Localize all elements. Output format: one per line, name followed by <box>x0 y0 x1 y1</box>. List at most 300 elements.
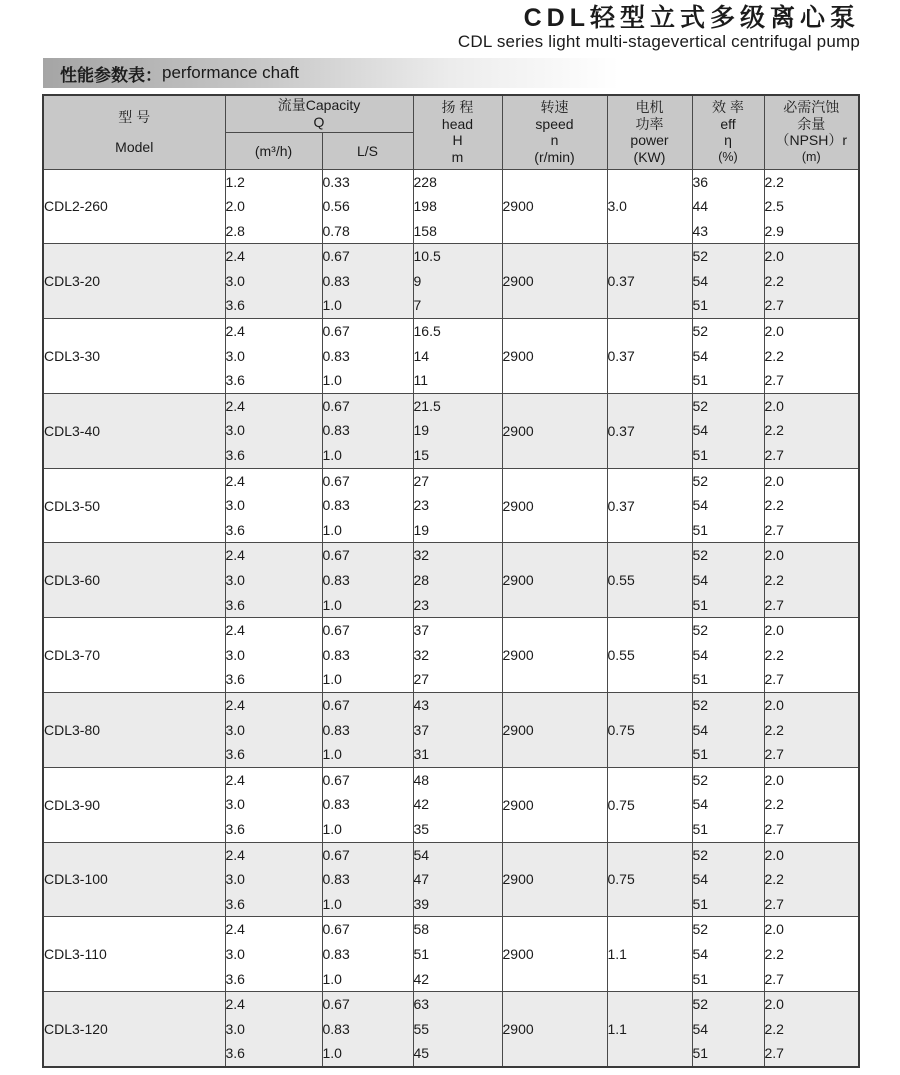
capacity-m3h-value: 3.6 <box>225 970 245 987</box>
capacity-ls-cell <box>322 393 413 468</box>
pump-model-group-row <box>43 917 859 992</box>
power-cell: 0.37 <box>607 393 692 468</box>
capacity-m3h-value: 3.6 <box>225 671 245 688</box>
capacity-m3h-value: 3.6 <box>225 820 245 837</box>
eff-value: 54 <box>692 796 709 813</box>
power-cell: 1.1 <box>607 992 692 1067</box>
npsh-value: 2.7 <box>764 1045 784 1062</box>
npsh-cell <box>764 992 859 1067</box>
header-head-en: head <box>441 115 474 132</box>
capacity-m3h-value: 3.6 <box>225 596 245 613</box>
capacity-ls-value: 0.83 <box>322 1020 350 1037</box>
capacity-ls-value: 0.83 <box>322 796 350 813</box>
capacity-m3h-cell <box>225 917 322 992</box>
header-eff-en: eff <box>720 115 736 132</box>
capacity-m3h-value: 3.0 <box>225 272 245 289</box>
capacity-m3h-value: 3.0 <box>225 572 245 588</box>
speed-cell: 2900 <box>502 244 607 319</box>
model-cell: CDL3-120 <box>43 992 225 1067</box>
speed-cell: 2900 <box>502 169 607 244</box>
npsh-value: 2.7 <box>764 671 784 688</box>
header-npsh <box>764 95 859 169</box>
pump-model-group-row <box>43 393 859 468</box>
header-power-unit: (KW) <box>633 148 666 165</box>
npsh-value: 2.0 <box>764 921 784 938</box>
npsh-value: 2.2 <box>764 945 784 962</box>
eff-value: 51 <box>692 297 709 314</box>
capacity-m3h-cell <box>225 468 322 543</box>
header-eff <box>692 95 764 169</box>
header-speed <box>502 95 607 169</box>
section-header <box>43 58 643 88</box>
head-value: 7 <box>413 297 422 314</box>
eff-value: 44 <box>692 198 709 215</box>
power-cell: 0.37 <box>607 468 692 543</box>
header-capacity-symbol: Q <box>313 113 325 130</box>
npsh-cell <box>764 842 859 917</box>
npsh-value: 2.0 <box>764 996 784 1013</box>
capacity-ls-cell <box>322 543 413 618</box>
eff-value: 52 <box>692 696 709 713</box>
head-value: 63 <box>413 996 430 1013</box>
capacity-m3h-cell <box>225 692 322 767</box>
head-value: 32 <box>413 646 430 663</box>
head-value: 27 <box>413 671 430 688</box>
section-label-cn: 性能参数表： <box>60 65 162 85</box>
npsh-value: 2.9 <box>764 222 784 239</box>
capacity-ls-value: 0.83 <box>322 871 350 888</box>
performance-table-body <box>43 169 859 1067</box>
capacity-ls-value: 0.67 <box>322 921 350 938</box>
capacity-m3h-value: 3.0 <box>225 646 245 663</box>
header-power-en: power <box>630 132 669 149</box>
npsh-value: 2.0 <box>764 696 784 713</box>
capacity-ls-cell <box>322 842 413 917</box>
npsh-value: 2.0 <box>764 397 784 414</box>
head-cell <box>413 842 502 917</box>
header-eff-cn: 效 率 <box>712 99 744 116</box>
model-cell: CDL2-260 <box>43 169 225 244</box>
header-eff-unit: (%) <box>718 149 738 164</box>
power-cell: 0.75 <box>607 767 692 842</box>
eff-cell <box>692 842 764 917</box>
capacity-ls-value: 0.67 <box>322 472 350 489</box>
capacity-m3h-value: 3.0 <box>225 347 245 364</box>
npsh-value: 2.7 <box>764 970 784 987</box>
eff-value: 54 <box>692 721 709 738</box>
eff-cell <box>692 468 764 543</box>
eff-cell <box>692 767 764 842</box>
eff-value: 52 <box>692 472 709 489</box>
model-cell: CDL3-100 <box>43 842 225 917</box>
npsh-cell <box>764 468 859 543</box>
performance-table <box>42 94 860 1068</box>
head-value: 37 <box>413 622 430 639</box>
capacity-m3h-value: 3.6 <box>225 297 245 314</box>
eff-cell <box>692 992 764 1067</box>
capacity-ls-cell <box>322 917 413 992</box>
npsh-cell <box>764 618 859 693</box>
speed-cell: 2900 <box>502 842 607 917</box>
npsh-value: 2.0 <box>764 771 784 788</box>
capacity-m3h-value: 2.4 <box>225 397 245 414</box>
pump-model-group-row <box>43 169 859 244</box>
pump-model-group-row <box>43 992 859 1067</box>
capacity-m3h-value: 3.6 <box>225 372 245 389</box>
pump-model-group-row <box>43 319 859 394</box>
pump-model-group-row <box>43 468 859 543</box>
npsh-value: 2.2 <box>764 272 784 289</box>
eff-value: 52 <box>692 622 709 639</box>
capacity-m3h-value: 2.4 <box>225 547 245 564</box>
header-npsh-cn2: 余量 <box>797 115 826 132</box>
npsh-value: 2.7 <box>764 297 784 314</box>
model-cell: CDL3-70 <box>43 618 225 693</box>
npsh-value: 2.2 <box>764 721 784 738</box>
eff-value: 54 <box>692 572 709 588</box>
capacity-ls-value: 0.56 <box>322 198 350 215</box>
capacity-m3h-cell <box>225 244 322 319</box>
capacity-ls-value: 1.0 <box>322 297 342 314</box>
head-value: 11 <box>413 372 429 389</box>
npsh-value: 2.7 <box>764 895 784 912</box>
capacity-m3h-value: 2.4 <box>225 846 245 863</box>
capacity-m3h-value: 2.4 <box>225 771 245 788</box>
head-value: 10.5 <box>413 248 441 265</box>
eff-cell <box>692 393 764 468</box>
capacity-ls-value: 0.67 <box>322 323 350 340</box>
capacity-m3h-cell <box>225 319 322 394</box>
header-speed-en: speed <box>535 115 574 132</box>
eff-cell <box>692 543 764 618</box>
head-value: 23 <box>413 596 430 613</box>
head-value: 228 <box>413 173 437 190</box>
capacity-m3h-value: 2.4 <box>225 248 245 265</box>
power-cell: 1.1 <box>607 917 692 992</box>
head-cell <box>413 393 502 468</box>
capacity-ls-value: 1.0 <box>322 746 342 763</box>
capacity-ls-value: 0.67 <box>322 996 350 1013</box>
capacity-m3h-value: 3.0 <box>225 422 245 439</box>
power-cell: 3.0 <box>607 169 692 244</box>
eff-value: 54 <box>692 347 709 364</box>
header-head-symbol: H <box>452 132 463 149</box>
head-value: 19 <box>413 521 430 538</box>
capacity-ls-value: 1.0 <box>322 521 342 538</box>
npsh-value: 2.2 <box>764 422 784 439</box>
header-model <box>43 95 225 169</box>
npsh-cell <box>764 692 859 767</box>
eff-value: 54 <box>692 422 709 439</box>
head-value: 28 <box>413 572 430 588</box>
header-head-unit: m <box>451 148 464 165</box>
head-value: 51 <box>413 945 430 962</box>
capacity-ls-cell <box>322 468 413 543</box>
npsh-cell <box>764 244 859 319</box>
capacity-m3h-cell <box>225 842 322 917</box>
npsh-value: 2.7 <box>764 746 784 763</box>
npsh-value: 2.0 <box>764 323 784 340</box>
speed-cell: 2900 <box>502 992 607 1067</box>
eff-value: 51 <box>692 447 709 464</box>
capacity-ls-cell <box>322 992 413 1067</box>
capacity-m3h-cell <box>225 618 322 693</box>
head-cell <box>413 692 502 767</box>
capacity-ls-value: 1.0 <box>322 671 342 688</box>
capacity-m3h-value: 2.4 <box>225 472 245 489</box>
npsh-value: 2.2 <box>764 1020 784 1037</box>
section-label-en: performance chaft <box>162 63 300 82</box>
head-value: 32 <box>413 547 430 564</box>
power-cell: 0.37 <box>607 319 692 394</box>
npsh-value: 2.2 <box>764 871 784 888</box>
capacity-m3h-value: 2.4 <box>225 921 245 938</box>
capacity-ls-value: 1.0 <box>322 372 342 389</box>
npsh-value: 2.7 <box>764 521 784 538</box>
model-cell: CDL3-110 <box>43 917 225 992</box>
npsh-cell <box>764 767 859 842</box>
header-capacity-m3h: (m³/h) <box>225 132 322 169</box>
eff-value: 54 <box>692 871 709 888</box>
eff-cell <box>692 692 764 767</box>
header-capacity-ls: L/S <box>322 132 413 169</box>
capacity-ls-value: 1.0 <box>322 970 342 987</box>
eff-value: 52 <box>692 846 709 863</box>
eff-value: 51 <box>692 1045 709 1062</box>
capacity-ls-value: 0.67 <box>322 622 350 639</box>
capacity-ls-value: 0.83 <box>322 945 350 962</box>
capacity-m3h-value: 2.4 <box>225 696 245 713</box>
model-cell: CDL3-80 <box>43 692 225 767</box>
head-value: 16.5 <box>413 323 441 340</box>
pump-model-group-row <box>43 692 859 767</box>
header-npsh-cn1: 必需汽蚀 <box>783 99 840 116</box>
speed-cell: 2900 <box>502 692 607 767</box>
npsh-cell <box>764 917 859 992</box>
capacity-m3h-value: 3.6 <box>225 447 245 464</box>
capacity-ls-cell <box>322 618 413 693</box>
power-cell: 0.55 <box>607 543 692 618</box>
head-value: 54 <box>413 846 430 863</box>
head-value: 9 <box>413 272 422 289</box>
npsh-value: 2.2 <box>764 796 784 813</box>
capacity-ls-value: 0.83 <box>322 272 350 289</box>
capacity-ls-value: 0.67 <box>322 248 350 265</box>
head-value: 198 <box>413 198 437 215</box>
header-speed-unit: (r/min) <box>534 148 575 165</box>
header-power-cn2: 功率 <box>635 115 664 132</box>
capacity-ls-cell <box>322 244 413 319</box>
head-value: 58 <box>413 921 430 938</box>
capacity-ls-value: 0.67 <box>322 771 350 788</box>
head-value: 43 <box>413 696 430 713</box>
header-power <box>607 95 692 169</box>
eff-value: 51 <box>692 372 709 389</box>
capacity-m3h-cell <box>225 393 322 468</box>
pump-model-group-row <box>43 618 859 693</box>
capacity-ls-value: 0.83 <box>322 572 350 588</box>
model-cell: CDL3-50 <box>43 468 225 543</box>
eff-value: 52 <box>692 771 709 788</box>
npsh-value: 2.2 <box>764 173 784 190</box>
npsh-cell <box>764 543 859 618</box>
npsh-value: 2.7 <box>764 447 784 464</box>
header-head <box>413 95 502 169</box>
npsh-value: 2.5 <box>764 198 784 215</box>
npsh-value: 2.2 <box>764 347 784 364</box>
speed-cell: 2900 <box>502 767 607 842</box>
eff-cell <box>692 917 764 992</box>
header-npsh-unit: (m) <box>801 149 821 164</box>
head-cell <box>413 618 502 693</box>
head-value: 42 <box>413 796 430 813</box>
eff-value: 54 <box>692 497 709 514</box>
npsh-value: 2.7 <box>764 596 784 613</box>
eff-value: 51 <box>692 671 709 688</box>
npsh-value: 2.7 <box>764 372 784 389</box>
head-value: 158 <box>413 222 437 239</box>
eff-value: 54 <box>692 945 709 962</box>
header-model-cn: 型 号 <box>118 109 151 126</box>
npsh-value: 2.2 <box>764 497 784 514</box>
eff-value: 51 <box>692 521 709 538</box>
header-capacity <box>225 95 413 132</box>
capacity-m3h-value: 3.6 <box>225 895 245 912</box>
head-value: 48 <box>413 771 430 788</box>
head-cell <box>413 543 502 618</box>
capacity-ls-value: 1.0 <box>322 596 342 613</box>
power-cell: 0.75 <box>607 842 692 917</box>
speed-cell: 2900 <box>502 393 607 468</box>
head-value: 23 <box>413 497 430 514</box>
npsh-value: 2.0 <box>764 472 784 489</box>
npsh-value: 2.7 <box>764 820 784 837</box>
capacity-ls-value: 0.67 <box>322 397 350 414</box>
capacity-ls-value: 0.83 <box>322 347 350 364</box>
capacity-m3h-value: 2.8 <box>225 222 245 239</box>
power-cell: 0.37 <box>607 244 692 319</box>
capacity-m3h-value: 3.0 <box>225 721 245 738</box>
page-subtitle: CDL series light multi-stagevertical centrifugal pump <box>457 32 860 51</box>
capacity-ls-value: 0.83 <box>322 721 350 738</box>
head-value: 31 <box>413 746 430 763</box>
header-power-cn1: 电机 <box>635 99 664 116</box>
page-title: CDL轻型立式多级离心泵 <box>523 4 860 32</box>
model-cell: CDL3-20 <box>43 244 225 319</box>
head-cell <box>413 917 502 992</box>
capacity-m3h-value: 3.0 <box>225 945 245 962</box>
head-value: 45 <box>413 1045 430 1062</box>
eff-value: 51 <box>692 746 709 763</box>
npsh-cell <box>764 319 859 394</box>
eff-value: 54 <box>692 646 709 663</box>
pump-model-group-row <box>43 244 859 319</box>
capacity-ls-value: 0.67 <box>322 846 350 863</box>
speed-cell: 2900 <box>502 917 607 992</box>
head-cell <box>413 767 502 842</box>
eff-value: 51 <box>692 895 709 912</box>
head-value: 35 <box>413 820 430 837</box>
capacity-ls-value: 0.33 <box>322 173 350 190</box>
capacity-ls-value: 1.0 <box>322 1045 342 1062</box>
eff-value: 52 <box>692 921 709 938</box>
capacity-ls-cell <box>322 767 413 842</box>
capacity-m3h-value: 2.4 <box>225 323 245 340</box>
eff-cell <box>692 319 764 394</box>
head-cell <box>413 169 502 244</box>
head-value: 27 <box>413 472 430 489</box>
capacity-m3h-value: 3.0 <box>225 871 245 888</box>
speed-cell: 2900 <box>502 468 607 543</box>
capacity-ls-value: 0.83 <box>322 646 350 663</box>
eff-value: 52 <box>692 248 709 265</box>
npsh-value: 2.0 <box>764 622 784 639</box>
capacity-m3h-value: 3.6 <box>225 746 245 763</box>
capacity-ls-value: 0.67 <box>322 547 350 564</box>
page-title-block <box>458 5 860 51</box>
capacity-m3h-cell <box>225 992 322 1067</box>
head-cell <box>413 319 502 394</box>
head-value: 42 <box>413 970 430 987</box>
capacity-ls-cell <box>322 319 413 394</box>
eff-value: 52 <box>692 397 709 414</box>
capacity-m3h-value: 3.6 <box>225 1045 245 1062</box>
eff-value: 43 <box>692 222 709 239</box>
eff-value: 52 <box>692 547 709 564</box>
head-value: 39 <box>413 895 430 912</box>
model-cell: CDL3-90 <box>43 767 225 842</box>
npsh-value: 2.2 <box>764 646 784 663</box>
speed-cell: 2900 <box>502 543 607 618</box>
capacity-m3h-cell <box>225 169 322 244</box>
capacity-m3h-value: 1.2 <box>225 173 245 190</box>
eff-value: 51 <box>692 970 709 987</box>
capacity-ls-value: 0.78 <box>322 222 350 239</box>
eff-value: 51 <box>692 596 709 613</box>
capacity-ls-value: 0.83 <box>322 497 350 514</box>
head-value: 55 <box>413 1020 430 1037</box>
speed-cell: 2900 <box>502 618 607 693</box>
eff-value: 51 <box>692 820 709 837</box>
model-cell: CDL3-30 <box>43 319 225 394</box>
capacity-m3h-value: 3.0 <box>225 796 245 813</box>
eff-value: 52 <box>692 996 709 1013</box>
eff-cell <box>692 169 764 244</box>
npsh-cell <box>764 169 859 244</box>
capacity-m3h-value: 3.0 <box>225 497 245 514</box>
header-eff-symbol: η <box>724 132 732 149</box>
speed-cell: 2900 <box>502 319 607 394</box>
header-speed-symbol: n <box>550 132 559 149</box>
pump-model-group-row <box>43 543 859 618</box>
head-value: 19 <box>413 422 430 439</box>
capacity-m3h-cell <box>225 767 322 842</box>
npsh-value: 2.0 <box>764 248 784 265</box>
pump-model-group-row <box>43 842 859 917</box>
capacity-ls-value: 0.83 <box>322 422 350 439</box>
header-head-cn: 扬 程 <box>441 99 474 116</box>
eff-value: 36 <box>692 173 709 190</box>
head-value: 21.5 <box>413 397 441 414</box>
head-cell <box>413 244 502 319</box>
header-npsh-symbol: （NPSH）r <box>775 132 848 149</box>
eff-value: 54 <box>692 1020 709 1037</box>
power-cell: 0.55 <box>607 618 692 693</box>
capacity-ls-value: 1.0 <box>322 895 342 912</box>
capacity-m3h-value: 2.0 <box>225 198 245 215</box>
performance-table-header <box>43 95 859 169</box>
capacity-ls-value: 0.67 <box>322 696 350 713</box>
